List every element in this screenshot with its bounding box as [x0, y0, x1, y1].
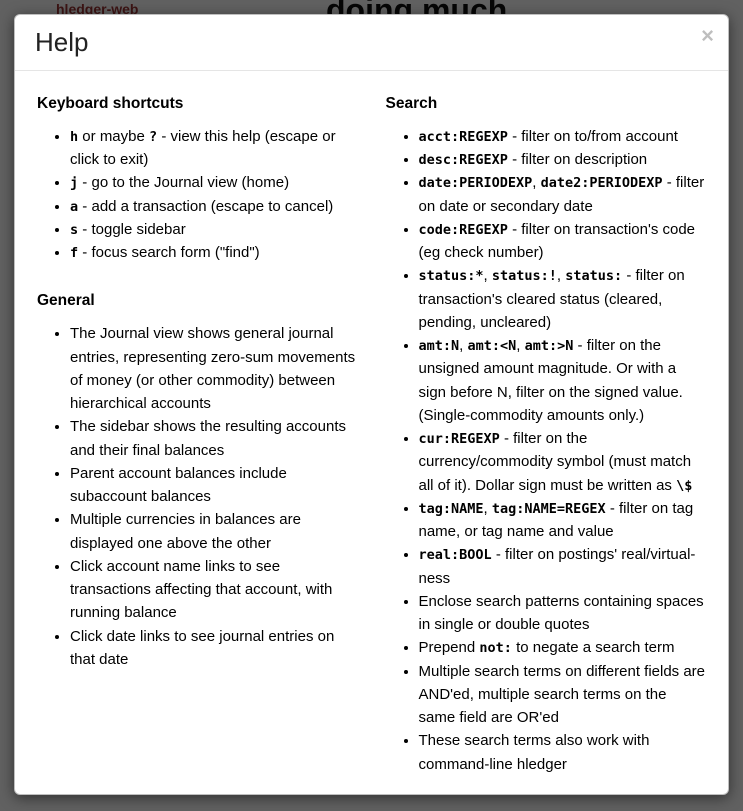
code-text: desc:REGEXP [418, 152, 508, 169]
list-item: • Click account name links to see transactions affecting that account, with running balance [70, 555, 358, 625]
code-text: status:! [491, 268, 557, 285]
list-item: • j - go to the Journal view (home) [70, 171, 358, 194]
code-text: amt:N [418, 338, 460, 355]
list-item: • date:PERIODEXP, date2:PERIODEXP - filter on date or secondary date [419, 171, 707, 218]
search-list [386, 125, 707, 776]
list-item: • a - add a transaction (escape to cancel) [70, 195, 358, 218]
list-item: • Enclose search patterns containing spaces in single or double quotes [419, 590, 707, 637]
code-text: a [70, 198, 79, 215]
code-text: tag:NAME [418, 500, 484, 517]
code-text: not: [479, 640, 512, 657]
list-item: • status:*, status:!, status: - filter on transaction's cleared status (cleared, pending, uncleared) [419, 264, 707, 334]
list-item: • h or maybe ? - view this help (escape or click to exit) [70, 125, 358, 172]
code-text: tag:NAME=REGEX [491, 500, 606, 517]
list-item: • amt:N, amt:<N, amt:>N - filter on the unsigned amount magnitude. Or with a sign before N, filter on the signed value. (Single-commodity amounts only.) [419, 334, 707, 427]
help-modal [14, 14, 729, 795]
general-list [37, 322, 358, 671]
list-item: • The Journal view shows general journal entries, representing zero-sum movements of money (or other commodity) between hierarchical accounts [70, 322, 358, 415]
list-item: • code:REGEXP - filter on transaction's code (eg check number) [419, 218, 707, 265]
close-icon[interactable]: × [701, 23, 714, 48]
code-text: amt:<N [467, 338, 517, 355]
list-item: • Prepend not: to negate a search term [419, 636, 707, 659]
right-column [386, 85, 707, 788]
list-item: • Multiple currencies in balances are displayed one above the other [70, 508, 358, 555]
keyboard-shortcuts-list [37, 125, 358, 265]
code-text: ? [149, 128, 158, 145]
list-item: • The sidebar shows the resulting accounts and their final balances [70, 415, 358, 462]
list-item: • Multiple search terms on different fields are AND'ed, multiple search terms on the same field are OR'ed [419, 660, 707, 730]
code-text: \$ [676, 477, 693, 494]
list-item: • desc:REGEXP - filter on description [419, 148, 707, 171]
list-item: • tag:NAME, tag:NAME=REGEX - filter on tag name, or tag name and value [419, 497, 707, 544]
code-text: real:BOOL [418, 547, 492, 564]
list-item: • Click date links to see journal entries on that date [70, 625, 358, 672]
section-heading-search: Search [385, 94, 438, 112]
code-text: cur:REGEXP [418, 431, 500, 448]
list-item: • These search terms also work with command-line hledger [419, 729, 707, 776]
code-text: status: [565, 268, 623, 285]
left-column [37, 85, 358, 788]
code-text: h [70, 128, 79, 145]
code-text: acct:REGEXP [418, 128, 508, 145]
code-text: date:PERIODEXP [418, 175, 533, 192]
list-item: • acct:REGEXP - filter on to/from account [419, 125, 707, 148]
code-text: s [70, 221, 79, 238]
section-heading-keyboard-shortcuts: Keyboard shortcuts [37, 94, 184, 112]
code-text: f [70, 245, 79, 262]
list-item: • cur:REGEXP - filter on the currency/commodity symbol (must match all of it). Dollar sign must be written as \$ [419, 427, 707, 497]
list-item: • f - focus search form ("find") [70, 241, 358, 264]
code-text: code:REGEXP [418, 221, 508, 238]
modal-body [15, 71, 728, 795]
modal-title: Help [35, 27, 89, 57]
section-heading-general: General [37, 292, 95, 310]
list-item: • Parent account balances include subaccount balances [70, 462, 358, 509]
list-item: • real:BOOL - filter on postings' real/virtual-ness [419, 543, 707, 590]
code-text: date2:PERIODEXP [540, 175, 663, 192]
code-text: status:* [418, 268, 484, 285]
modal-header [15, 15, 728, 71]
list-item: • s - toggle sidebar [70, 218, 358, 241]
code-text: amt:>N [524, 338, 574, 355]
code-text: j [70, 175, 79, 192]
